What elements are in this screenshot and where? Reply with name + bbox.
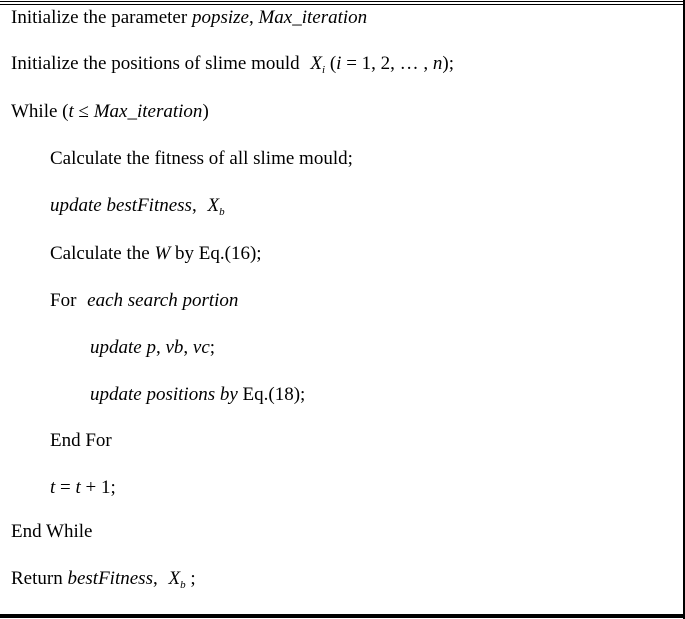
line-end-for: [50, 429, 112, 453]
text-each-search-portion: each search portion: [87, 290, 239, 311]
text: = 1, 2, … ,: [341, 53, 433, 74]
line-update-positions: [90, 383, 305, 407]
text: Calculate the: [50, 243, 155, 264]
var-x: X: [207, 195, 220, 216]
text: End While: [11, 521, 93, 542]
var-max-iteration: Max_iteration: [93, 101, 203, 122]
line-update-p: [90, 336, 215, 360]
text: Initialize the parameter: [11, 7, 192, 28]
text: Initialize the positions of slime mould: [11, 53, 305, 74]
var-t: t: [75, 477, 81, 498]
text: For: [50, 290, 82, 311]
text: ;: [185, 568, 196, 589]
text: ,: [155, 337, 166, 358]
line-end-while: [11, 520, 92, 544]
text: While (: [11, 101, 69, 122]
var-n: n: [432, 53, 443, 74]
var-i: i: [336, 53, 342, 74]
text: ≤: [73, 101, 94, 122]
var-bestfitness: bestFitness: [67, 568, 153, 589]
text: + 1;: [80, 477, 116, 498]
text-update-positions: update positions by: [90, 384, 238, 405]
var-max-iteration: Max_iteration: [258, 7, 368, 28]
text: ,: [183, 337, 193, 358]
text: by Eq.(16);: [170, 243, 262, 264]
subscript-i: i: [322, 64, 326, 76]
line-return: [11, 567, 196, 591]
text: End For: [50, 430, 112, 451]
var-x: X: [168, 568, 181, 589]
bottom-rule: [0, 614, 685, 618]
text: ,: [191, 195, 202, 216]
text: (: [325, 53, 337, 74]
var-t: t: [68, 101, 74, 122]
text: );: [442, 53, 455, 74]
text-update-bestfitness: update bestFitness: [50, 195, 192, 216]
line-init-parameters: [11, 6, 367, 30]
text-update-p: update p: [90, 337, 156, 358]
line-calc-w: [50, 242, 262, 266]
line-update-best: [50, 194, 225, 218]
line-increment-t: [50, 476, 116, 500]
var-t: t: [50, 477, 56, 498]
text: ;: [209, 337, 216, 358]
text: Calculate the fitness of all slime mould;: [50, 148, 353, 169]
line-while: [11, 100, 209, 124]
subscript-b: b: [219, 206, 225, 218]
var-w: W: [154, 243, 171, 264]
text: ): [202, 101, 209, 122]
var-vc: vc: [192, 337, 210, 358]
line-init-positions: [11, 52, 454, 76]
text: =: [55, 477, 76, 498]
var-popsize: popsize: [191, 7, 249, 28]
text: Return: [11, 568, 68, 589]
subscript-b: b: [180, 579, 186, 591]
var-x: X: [310, 53, 323, 74]
text: ,: [248, 7, 259, 28]
text: ,: [152, 568, 163, 589]
line-for: [50, 289, 238, 313]
top-rule-inner: [0, 4, 685, 5]
top-rule: [0, 1, 685, 2]
var-vb: vb: [165, 337, 184, 358]
line-calc-fitness: [50, 147, 353, 171]
text: Eq.(18);: [237, 384, 306, 405]
